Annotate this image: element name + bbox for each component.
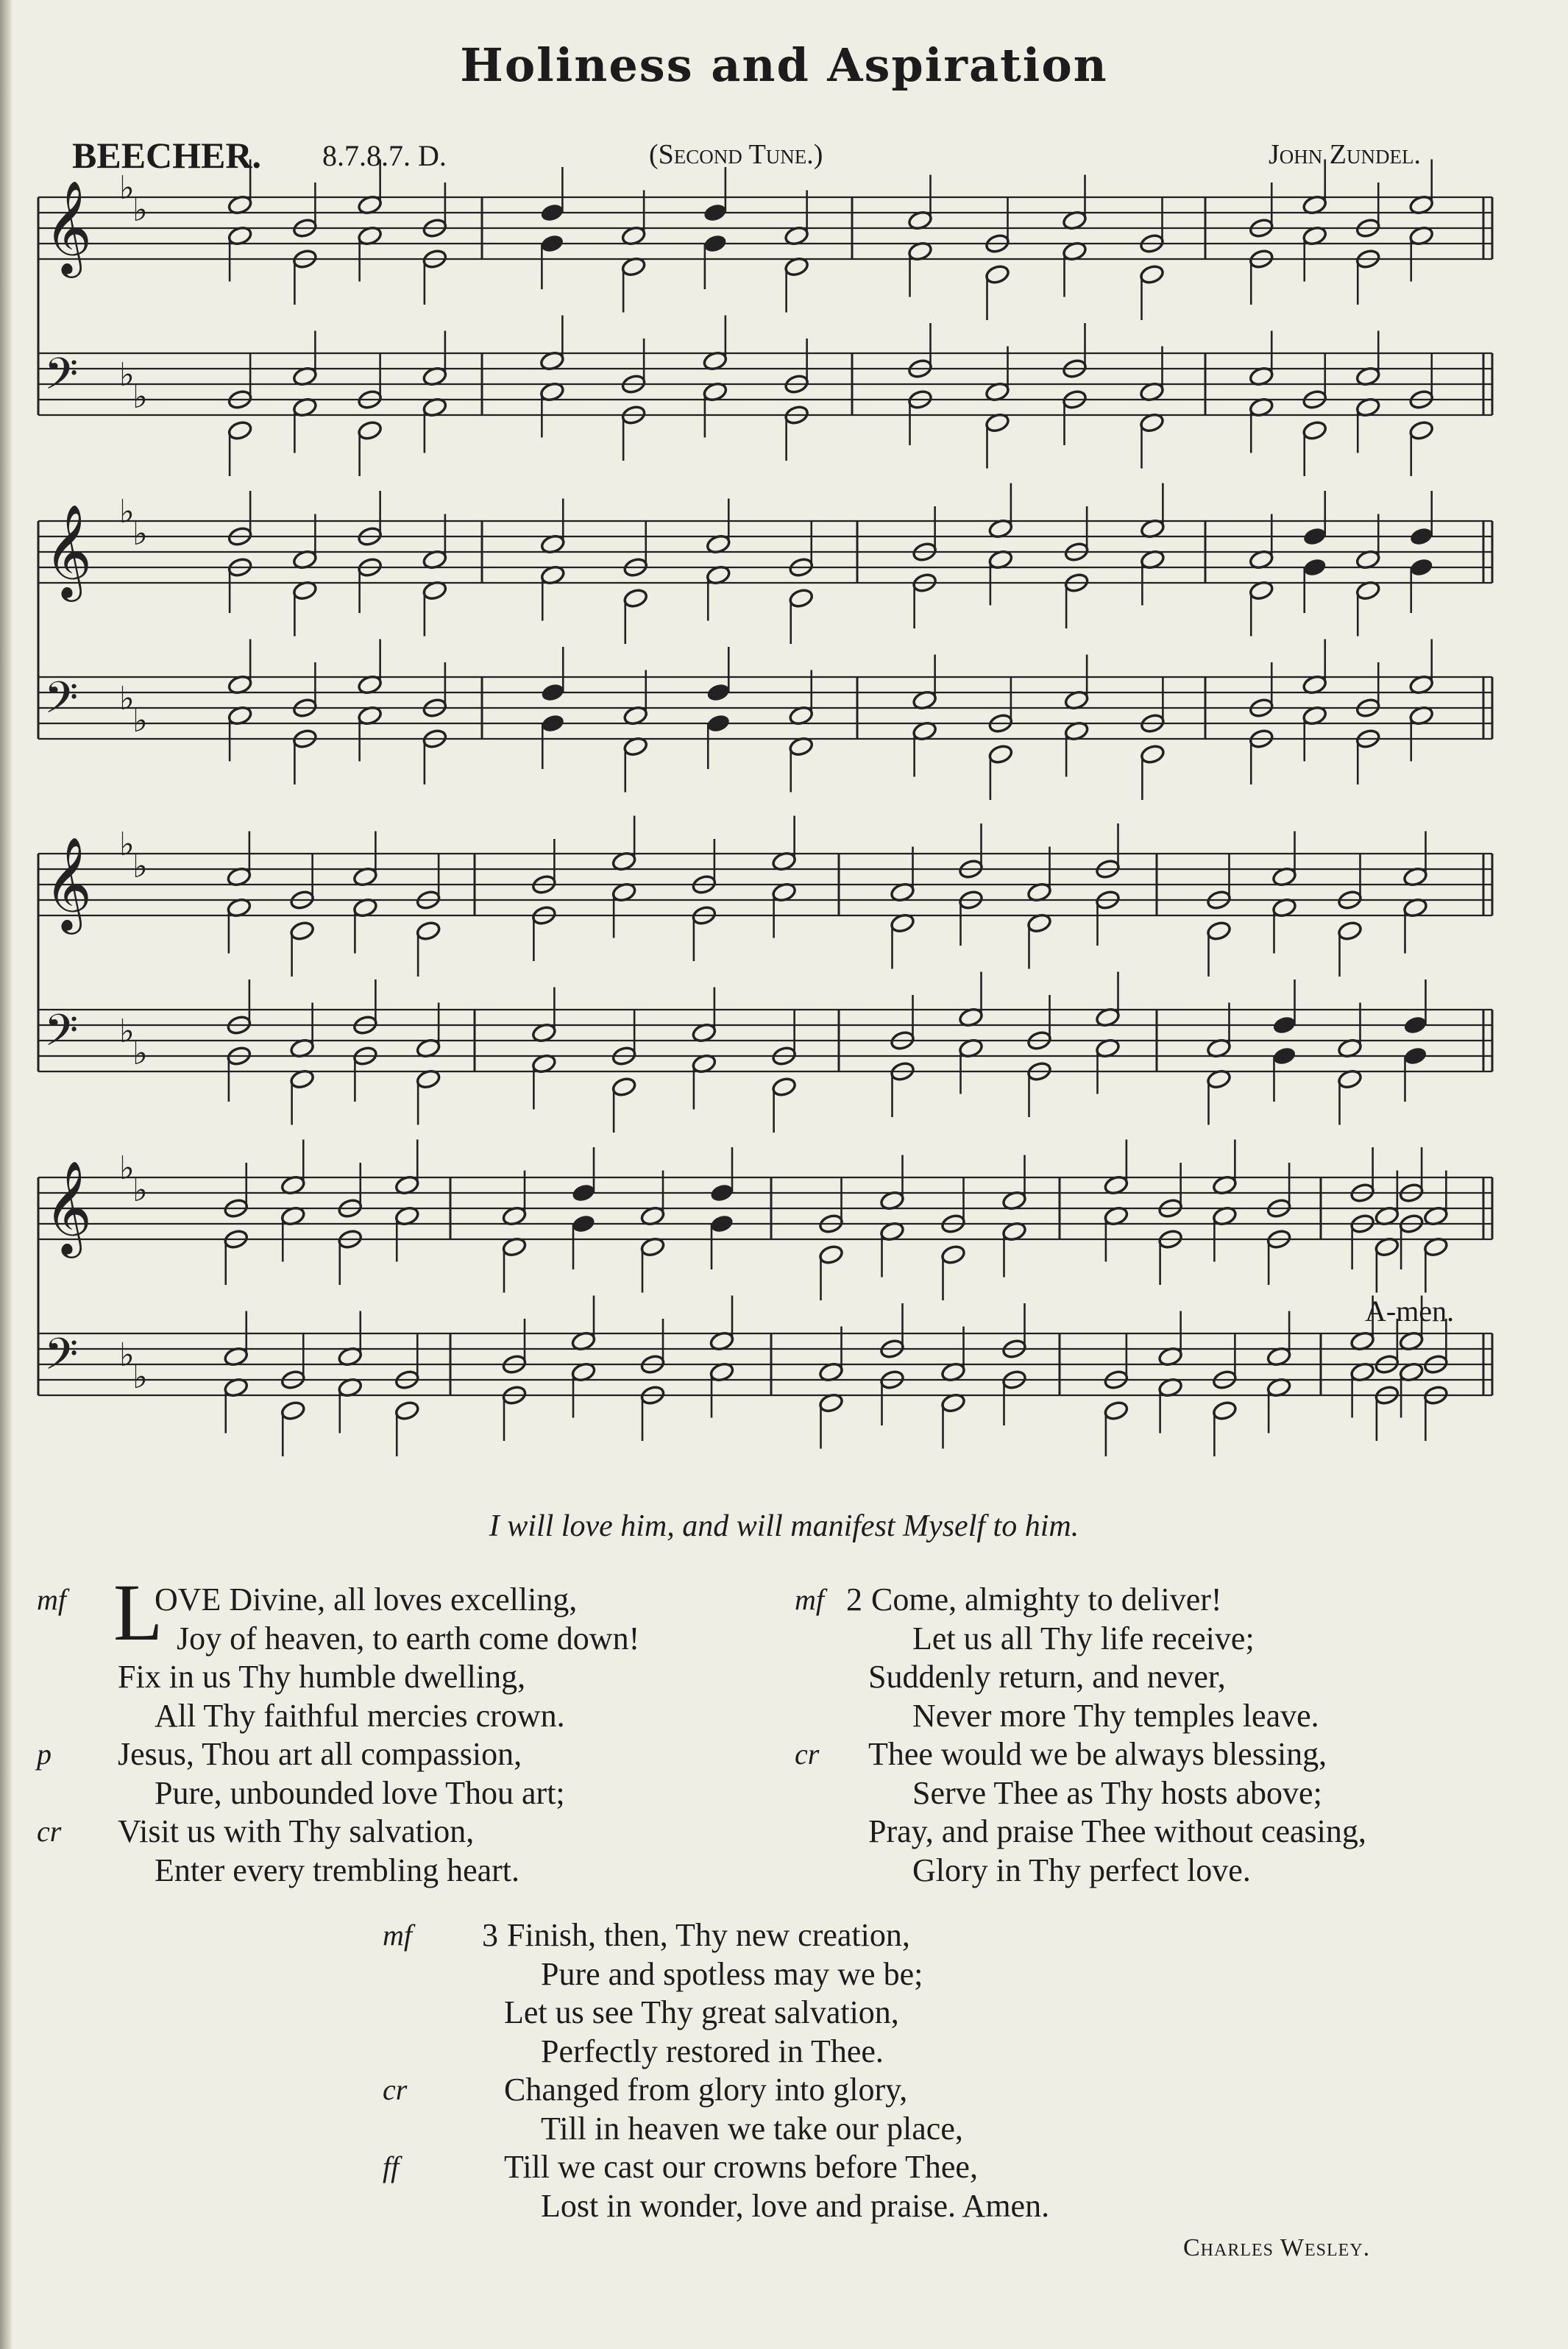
note-head (985, 263, 1010, 285)
dropcap: L (113, 1567, 163, 1657)
bass-clef-icon: 𝄢 (44, 348, 79, 410)
note-head (1271, 1045, 1297, 1066)
stanza-line-text: Never more Thy temples leave. (912, 1697, 1319, 1734)
note-head (1402, 1045, 1428, 1066)
flat-icon: ♭ (119, 356, 135, 394)
amen-label: A-men. (1365, 1294, 1455, 1328)
note-head (1402, 1014, 1428, 1035)
score-system (38, 483, 1492, 801)
stanza-line-text: Pure and spotless may we be; (541, 1955, 923, 1992)
stanza-line (791, 1852, 1564, 1891)
stanza-line-text: Pure, unbounded love Thou art; (155, 1774, 565, 1811)
tune-note: (Second Tune.) (649, 139, 823, 170)
stanza-line (791, 1813, 1564, 1852)
stanza-line (383, 2071, 1192, 2110)
score-system (38, 1140, 1492, 1457)
stanza-line-text: Glory in Thy perfect love. (912, 1852, 1251, 1888)
dynamic-marking: mf (37, 1583, 66, 1616)
stanza-line-text: Thee would we be always blessing, (868, 1736, 1327, 1772)
stanza-line-text: Till we cast our crowns before Thee, (504, 2149, 978, 2185)
stanza-line (37, 1852, 773, 1891)
note-head (1103, 1400, 1129, 1421)
stanza-line-text: Fix in us Thy humble dwelling, (118, 1659, 526, 1695)
stanza-line-text: Joy of heaven, to earth come down! (177, 1620, 640, 1657)
bass-clef-icon: 𝄢 (44, 672, 79, 734)
stanza-line-text: Visit us with Thy salvation, (118, 1813, 475, 1849)
flat-icon: ♭ (119, 826, 135, 863)
flat-icon: ♭ (132, 848, 148, 885)
flat-icon: ♭ (132, 1172, 148, 1209)
note-head (357, 419, 383, 441)
stanza-line (791, 1620, 1564, 1659)
treble-staff (38, 521, 1492, 583)
note-head (570, 1182, 596, 1203)
flat-icon: ♭ (119, 1013, 135, 1050)
note-head (709, 1182, 734, 1203)
note-head (940, 1244, 966, 1265)
stanza-line-text: Finish, then, Thy new creation, (507, 1917, 910, 1953)
treble-staff (38, 197, 1492, 259)
stanza-line (37, 1735, 773, 1774)
score-system (38, 816, 1492, 1133)
stanza-line-text: Suddenly return, and never, (868, 1659, 1226, 1695)
note-head (622, 587, 648, 609)
treble-staff (38, 1177, 1492, 1239)
scripture-text: I will love him, and will manifest Myself to him. (489, 1509, 1079, 1543)
note-head (1408, 419, 1434, 441)
dynamic-marking: ff (383, 2150, 400, 2183)
stanza-line (37, 1658, 773, 1697)
note-head (540, 712, 566, 734)
flat-icon: ♭ (132, 702, 148, 740)
author: Charles Wesley. (1183, 2234, 1371, 2261)
dynamic-marking: p (37, 1737, 52, 1771)
stanza-line (383, 1955, 1192, 1994)
stanza-1 (37, 1567, 773, 1890)
tune-name: BEECHER. (72, 135, 262, 176)
stanza-line (37, 1581, 773, 1620)
stanza-line (791, 1581, 1564, 1620)
note-head (1302, 556, 1327, 578)
stanza-line (791, 1774, 1564, 1813)
composer: John Zundel. (1269, 139, 1421, 170)
bass-clef-icon: 𝄢 (44, 1328, 79, 1390)
flat-icon: ♭ (119, 1336, 135, 1374)
dynamic-marking: cr (383, 2073, 408, 2106)
stanza-line (37, 1697, 773, 1736)
stanza-line-text: Pray, and praise Thee without ceasing, (868, 1813, 1366, 1849)
stanza-line (383, 2148, 1192, 2187)
flat-icon: ♭ (132, 378, 148, 416)
note-head (1206, 920, 1232, 941)
bass-staff (38, 353, 1492, 415)
meter: 8.7.8.7. D. (322, 139, 447, 172)
stanza-line-text: Perfectly restored in Thee. (541, 2033, 884, 2069)
flat-icon: ♭ (132, 515, 148, 553)
stanza-line-text: Changed from glory into glory, (504, 2072, 908, 2108)
note-head (1408, 525, 1434, 547)
note-head (788, 587, 814, 609)
note-head (416, 920, 441, 941)
stanza-line-text: Lost in wonder, love and praise. Amen. (541, 2187, 1050, 2224)
note-head (1302, 525, 1327, 547)
note-head (1337, 920, 1363, 941)
dynamic-marking: mf (795, 1583, 824, 1616)
note-head (1212, 1400, 1238, 1421)
note-head (709, 1213, 734, 1234)
note-head (706, 681, 731, 703)
flat-icon: ♭ (132, 1035, 148, 1072)
flat-icon: ♭ (119, 493, 135, 531)
treble-clef-icon: 𝄞 (44, 1160, 93, 1254)
stanza-number: 3 (482, 1917, 498, 1953)
stanza-line-text: Let us all Thy life receive; (912, 1620, 1255, 1657)
note-head (280, 1400, 306, 1421)
flat-icon: ♭ (132, 1358, 148, 1396)
note-head (1140, 743, 1166, 765)
bass-staff (38, 677, 1492, 739)
stanza-line (791, 1658, 1564, 1697)
flat-icon: ♭ (132, 191, 148, 229)
note-head (611, 1076, 637, 1097)
note-head (289, 920, 315, 941)
stanza-line-text: All Thy faithful mercies crown. (155, 1697, 565, 1734)
note-head (570, 1213, 596, 1234)
dynamic-marking: cr (795, 1737, 820, 1771)
note-head (1302, 419, 1327, 441)
note-head (818, 1244, 844, 1265)
flat-icon: ♭ (119, 680, 135, 718)
note-head (539, 202, 565, 223)
stanza-line-text: Enter every trembling heart. (155, 1852, 520, 1888)
stanza-line-text: Serve Thee as Thy hosts above; (912, 1774, 1322, 1811)
section-title: Holiness and Aspiration (460, 38, 1108, 92)
stanza-line (383, 1916, 1192, 1955)
note-head (1139, 263, 1165, 285)
stanza-line (383, 2110, 1192, 2149)
note-head (702, 233, 728, 254)
stanza-line (37, 1774, 773, 1813)
stanza-line-text: Till in heaven we take our place, (541, 2110, 963, 2147)
score-system (38, 160, 1492, 477)
treble-clef-icon: 𝄞 (44, 180, 93, 274)
note-head (771, 1076, 797, 1097)
stanza-number: 2 (846, 1581, 862, 1618)
note-head (706, 712, 731, 734)
stanza-line (383, 2033, 1192, 2072)
flat-icon: ♭ (119, 1149, 135, 1187)
dynamic-marking: cr (37, 1815, 62, 1848)
note-head (1271, 1014, 1297, 1035)
stanza-line-text: OVE Divine, all loves excelling, (155, 1581, 578, 1618)
stanza-line (791, 1735, 1564, 1774)
stanza-line (383, 2187, 1192, 2226)
stanza-line-text: Jesus, Thou art all compassion, (118, 1736, 522, 1772)
treble-clef-icon: 𝄞 (44, 836, 93, 930)
stanza-line (791, 1697, 1564, 1736)
stanza-line-text: Let us see Thy great salvation, (504, 1994, 899, 2030)
stanza-line-text: Come, almighty to deliver! (871, 1581, 1222, 1618)
note-head (540, 681, 566, 703)
bass-clef-icon: 𝄢 (44, 1005, 79, 1066)
flat-icon: ♭ (119, 169, 135, 207)
stanza-line (37, 1620, 773, 1659)
stanza-line (383, 1994, 1192, 2033)
note-head (1408, 556, 1434, 578)
treble-clef-icon: 𝄞 (44, 503, 93, 598)
note-head (987, 743, 1013, 765)
note-head (227, 419, 253, 441)
note-head (539, 233, 565, 254)
note-head (702, 202, 728, 223)
stanza-2 (791, 1581, 1564, 1890)
stanza-line (37, 1813, 773, 1852)
note-head (394, 1400, 420, 1421)
stanza-3 (383, 1916, 1192, 2225)
dynamic-marking: mf (383, 1918, 412, 1952)
